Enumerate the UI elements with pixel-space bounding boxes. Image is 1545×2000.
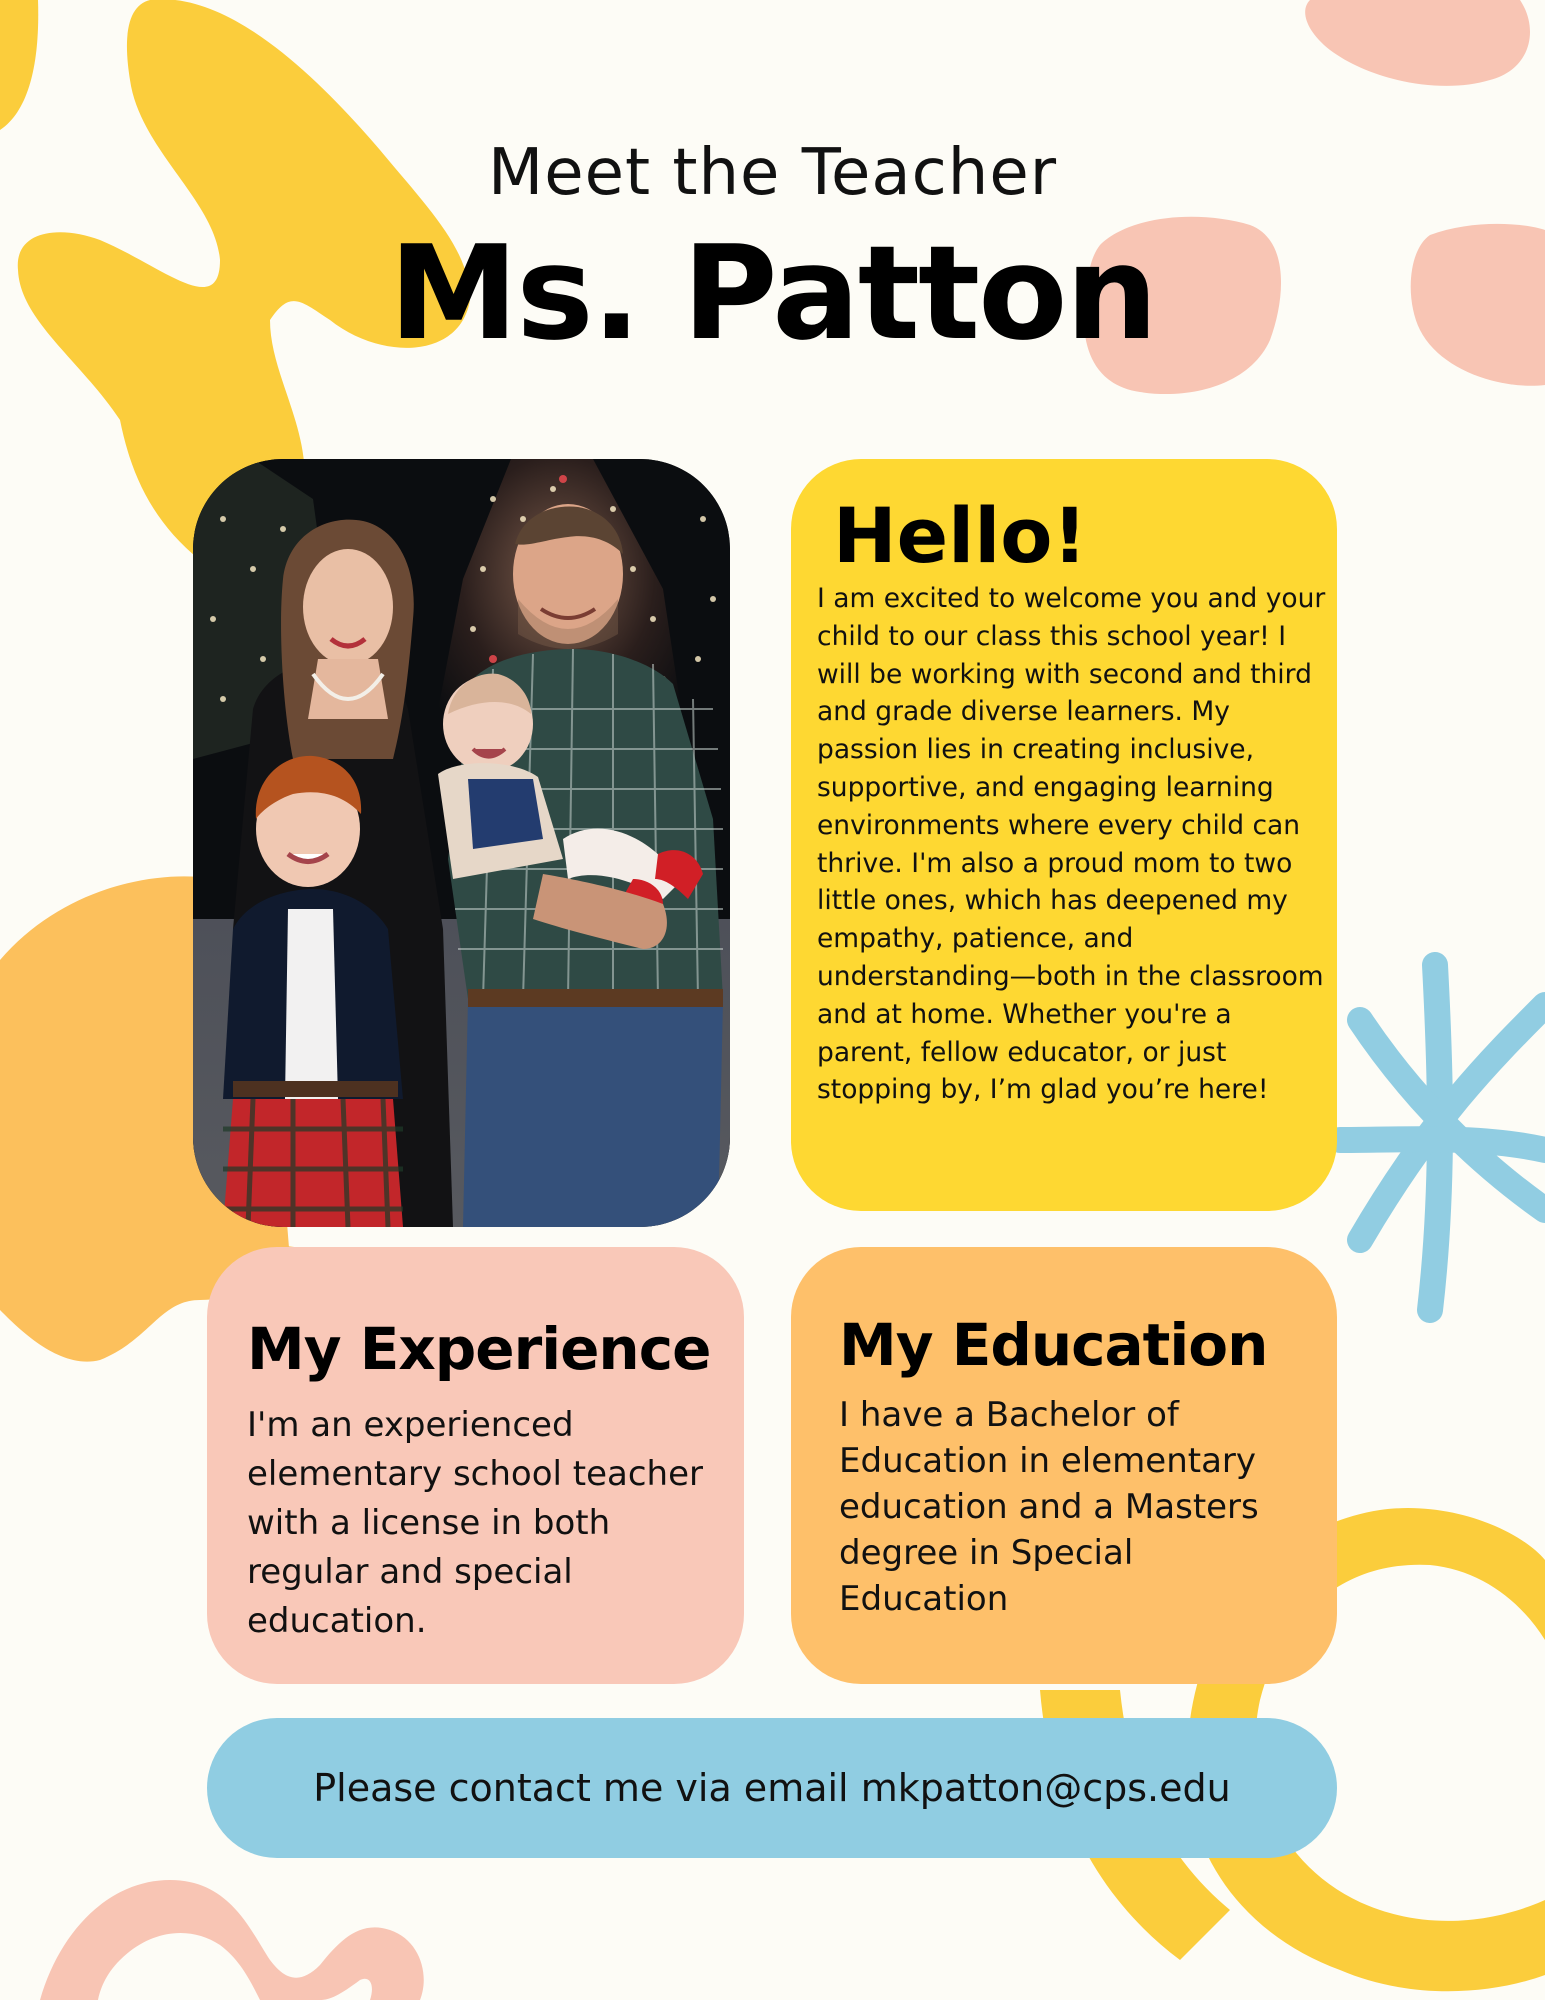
experience-card	[207, 1247, 744, 1684]
page-subtitle: Meet the Teacher	[487, 136, 1058, 210]
hello-card	[791, 459, 1337, 1211]
experience-heading: My Experience	[247, 1315, 711, 1383]
education-card	[791, 1247, 1337, 1684]
pink-blob-top-right	[1305, 0, 1530, 86]
page-title: Ms. Patton	[388, 217, 1157, 369]
yellow-blob-corner	[0, 0, 38, 130]
contact-banner	[207, 1718, 1337, 1858]
hello-heading: Hello!	[833, 491, 1088, 580]
education-heading: My Education	[839, 1311, 1268, 1379]
pink-squiggle-bottom	[40, 1880, 424, 2000]
education-body: I have a Bachelor of Education in elementary education and a Masters degree in Special Education	[839, 1395, 1259, 1619]
hello-body: I am excited to welcome you and your child to our class this school year! I will be working with second and third and grade diverse learners. My passion lies in creating inclusive, supportive, and engaging learning environments where every child can thrive. I'm also a proud mom to two little ones, which has deepened my empathy, patience, and understanding—both in the classroom and at home. Whether you're a parent, fellow educator, or just stopping by, I’m glad you’re here!	[817, 583, 1326, 1106]
contact-text[interactable]: Please contact me via email mkpatton@cps.edu	[313, 1766, 1231, 1810]
experience-body: I'm an experienced elementary school teacher with a license in both regular and special education.	[247, 1405, 703, 1641]
blue-asterisk	[1340, 965, 1545, 1310]
family-photo	[193, 459, 730, 1227]
